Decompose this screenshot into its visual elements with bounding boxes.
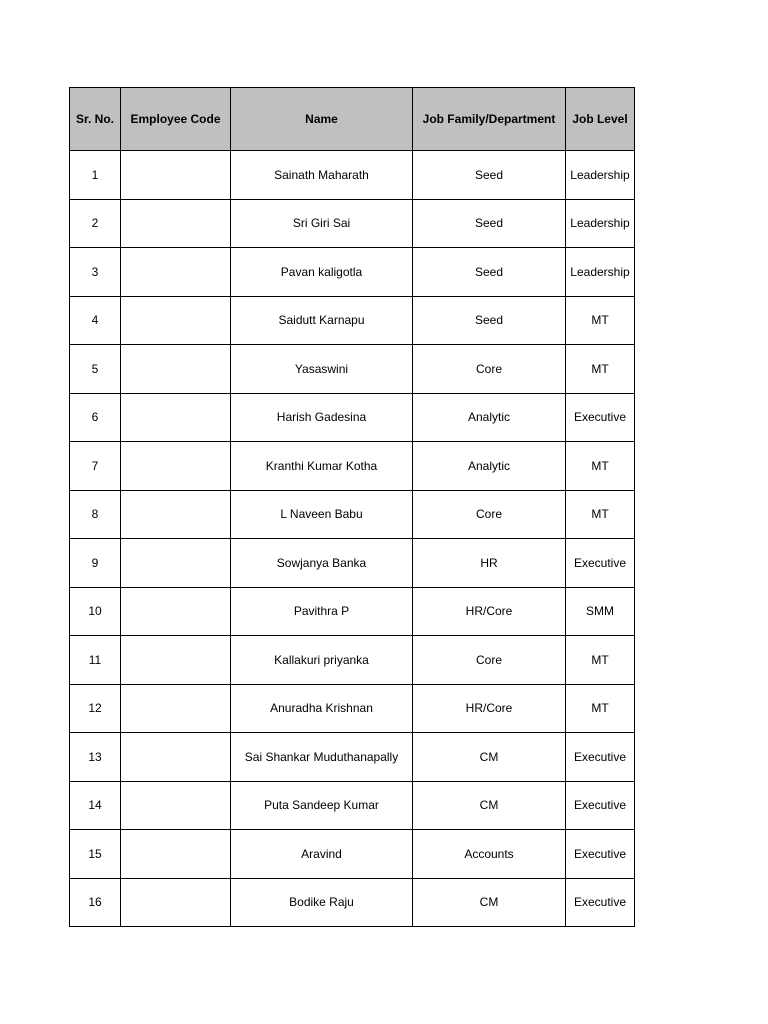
cell-employee-code bbox=[121, 878, 231, 927]
cell-job-level: Executive bbox=[566, 733, 635, 782]
table-row bbox=[70, 345, 635, 394]
cell-department: Core bbox=[413, 490, 566, 539]
cell-employee-code bbox=[121, 830, 231, 879]
cell-name: Sai Shankar Muduthanapally bbox=[231, 733, 413, 782]
cell-sr-no: 13 bbox=[70, 733, 121, 782]
cell-employee-code bbox=[121, 151, 231, 200]
cell-employee-code bbox=[121, 296, 231, 345]
table-row bbox=[70, 296, 635, 345]
table-row bbox=[70, 199, 635, 248]
cell-department: HR/Core bbox=[413, 684, 566, 733]
cell-name: Saidutt Karnapu bbox=[231, 296, 413, 345]
header-sr-no: Sr. No. bbox=[70, 88, 121, 151]
cell-name: Pavithra P bbox=[231, 587, 413, 636]
header-employee-code: Employee Code bbox=[121, 88, 231, 151]
cell-job-level: Executive bbox=[566, 393, 635, 442]
cell-job-level: Executive bbox=[566, 781, 635, 830]
cell-employee-code bbox=[121, 733, 231, 782]
cell-job-level: SMM bbox=[566, 587, 635, 636]
cell-job-level: Leadership bbox=[566, 151, 635, 200]
cell-name: L Naveen Babu bbox=[231, 490, 413, 539]
cell-sr-no: 4 bbox=[70, 296, 121, 345]
cell-department: CM bbox=[413, 733, 566, 782]
cell-department: CM bbox=[413, 781, 566, 830]
cell-employee-code bbox=[121, 393, 231, 442]
cell-sr-no: 10 bbox=[70, 587, 121, 636]
cell-department: Seed bbox=[413, 248, 566, 297]
table-row bbox=[70, 684, 635, 733]
cell-name: Anuradha Krishnan bbox=[231, 684, 413, 733]
cell-department: Seed bbox=[413, 296, 566, 345]
table-row bbox=[70, 490, 635, 539]
cell-employee-code bbox=[121, 587, 231, 636]
cell-employee-code bbox=[121, 539, 231, 588]
cell-sr-no: 2 bbox=[70, 199, 121, 248]
cell-job-level: MT bbox=[566, 490, 635, 539]
cell-employee-code bbox=[121, 684, 231, 733]
table-header bbox=[70, 88, 635, 151]
cell-name: Kallakuri priyanka bbox=[231, 636, 413, 685]
cell-job-level: Executive bbox=[566, 878, 635, 927]
header-job-level: Job Level bbox=[566, 88, 635, 151]
cell-department: Analytic bbox=[413, 393, 566, 442]
cell-name: Kranthi Kumar Kotha bbox=[231, 442, 413, 491]
table-row bbox=[70, 393, 635, 442]
cell-department: CM bbox=[413, 878, 566, 927]
cell-sr-no: 6 bbox=[70, 393, 121, 442]
cell-name: Sri Giri Sai bbox=[231, 199, 413, 248]
cell-employee-code bbox=[121, 248, 231, 297]
table-row bbox=[70, 248, 635, 297]
cell-job-level: Leadership bbox=[566, 199, 635, 248]
cell-department: HR bbox=[413, 539, 566, 588]
table-row bbox=[70, 636, 635, 685]
table-row bbox=[70, 539, 635, 588]
table-row bbox=[70, 587, 635, 636]
cell-department: Seed bbox=[413, 151, 566, 200]
table-row bbox=[70, 878, 635, 927]
table-row bbox=[70, 830, 635, 879]
cell-department: Analytic bbox=[413, 442, 566, 491]
cell-name: Pavan kaligotla bbox=[231, 248, 413, 297]
cell-sr-no: 5 bbox=[70, 345, 121, 394]
cell-name: Sowjanya Banka bbox=[231, 539, 413, 588]
cell-employee-code bbox=[121, 636, 231, 685]
cell-sr-no: 3 bbox=[70, 248, 121, 297]
cell-job-level: Executive bbox=[566, 539, 635, 588]
cell-employee-code bbox=[121, 781, 231, 830]
cell-job-level: MT bbox=[566, 345, 635, 394]
cell-name: Puta Sandeep Kumar bbox=[231, 781, 413, 830]
cell-department: Core bbox=[413, 636, 566, 685]
cell-sr-no: 16 bbox=[70, 878, 121, 927]
cell-employee-code bbox=[121, 199, 231, 248]
header-department: Job Family/Department bbox=[413, 88, 566, 151]
cell-name: Bodike Raju bbox=[231, 878, 413, 927]
table-row bbox=[70, 733, 635, 782]
cell-name: Yasaswini bbox=[231, 345, 413, 394]
cell-department: Accounts bbox=[413, 830, 566, 879]
cell-job-level: Leadership bbox=[566, 248, 635, 297]
cell-sr-no: 9 bbox=[70, 539, 121, 588]
cell-job-level: MT bbox=[566, 442, 635, 491]
cell-sr-no: 11 bbox=[70, 636, 121, 685]
cell-department: Core bbox=[413, 345, 566, 394]
cell-sr-no: 14 bbox=[70, 781, 121, 830]
header-row bbox=[70, 88, 635, 151]
cell-employee-code bbox=[121, 345, 231, 394]
cell-name: Harish Gadesina bbox=[231, 393, 413, 442]
cell-sr-no: 15 bbox=[70, 830, 121, 879]
cell-job-level: MT bbox=[566, 636, 635, 685]
cell-employee-code bbox=[121, 442, 231, 491]
cell-job-level: MT bbox=[566, 684, 635, 733]
table-body bbox=[70, 151, 635, 927]
cell-name: Aravind bbox=[231, 830, 413, 879]
cell-sr-no: 8 bbox=[70, 490, 121, 539]
employee-table bbox=[69, 87, 635, 927]
cell-sr-no: 12 bbox=[70, 684, 121, 733]
cell-sr-no: 7 bbox=[70, 442, 121, 491]
cell-employee-code bbox=[121, 490, 231, 539]
table-row bbox=[70, 781, 635, 830]
header-name: Name bbox=[231, 88, 413, 151]
cell-sr-no: 1 bbox=[70, 151, 121, 200]
cell-name: Sainath Maharath bbox=[231, 151, 413, 200]
cell-department: Seed bbox=[413, 199, 566, 248]
cell-department: HR/Core bbox=[413, 587, 566, 636]
table-row bbox=[70, 151, 635, 200]
cell-job-level: Executive bbox=[566, 830, 635, 879]
cell-job-level: MT bbox=[566, 296, 635, 345]
table-row bbox=[70, 442, 635, 491]
